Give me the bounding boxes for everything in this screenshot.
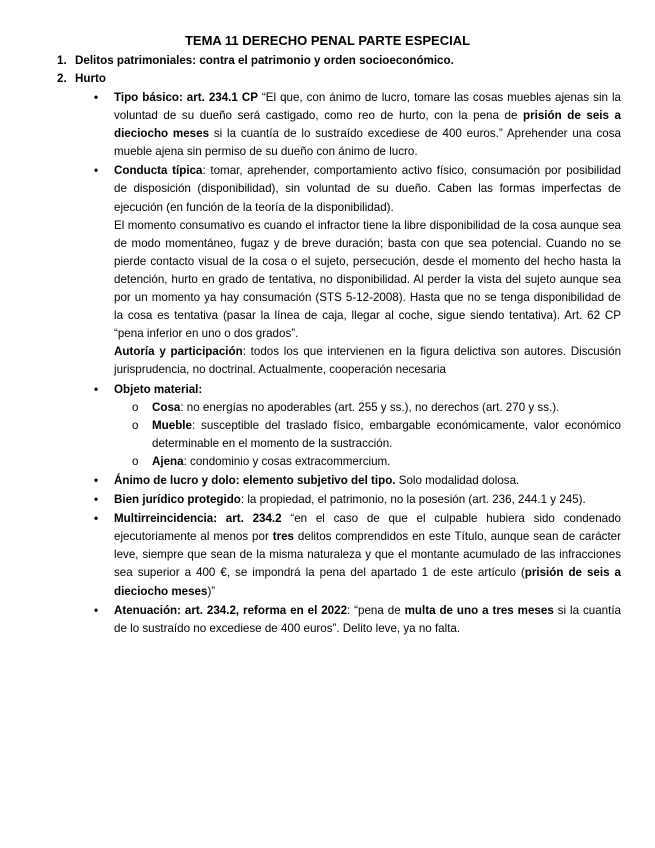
sub-bullet-icon: o — [132, 418, 139, 432]
section-item — [57, 70, 627, 88]
bullet-icon: • — [94, 91, 99, 104]
objeto-sub-list — [128, 399, 621, 471]
bullet-conducta-tipica — [91, 162, 621, 379]
bullet-emphasis: prisión de seis a dieciocho meses — [114, 109, 621, 141]
bullet-lead: Ánimo de lucro y dolo: elemento subjetivo del tipo. — [114, 473, 396, 487]
sub-bullet-icon: o — [132, 400, 139, 414]
bullet-animo-de-lucro — [91, 472, 621, 490]
bullet-multirreincidencia — [91, 510, 621, 600]
section-number: 2. — [57, 72, 67, 86]
sub-item-text: : condominio y cosas extracommercium. — [183, 454, 391, 468]
bullet-text: delitos comprendidos en este Título, aunque sean de carácter leve, siempre que sean de la misma naturaleza y que el montante acumulado de las infracciones sea superior a 400 €, se impondrá la pena del apartado 1 de este artículo ( — [114, 530, 621, 580]
sub-item-lead: Ajena — [152, 454, 184, 468]
sub-bullet-icon: o — [132, 454, 139, 468]
bullet-icon: • — [94, 493, 99, 507]
section-label: Delitos patrimoniales: contra el patrimonio y orden socioeconómico. — [75, 54, 454, 67]
bullet-lead: Multirreincidencia: art. 234.2 — [114, 512, 282, 526]
section-item — [57, 52, 627, 70]
bullet-text: : tomar, aprehender, comportamiento activo físico, consumación por posibilidad de disposición (disponibilidad), sin voluntad de su dueño. Caben las formas imperfectas de ejecución (en función de la teoría de la disponibilidad). — [114, 164, 621, 214]
bullet-objeto-material — [91, 381, 621, 471]
sub-item-text: : no energías no apoderables (art. 255 y ss.), no derechos (art. 270 y ss.). — [180, 400, 560, 414]
bullet-lead: Objeto material: — [114, 382, 203, 396]
bullet-icon: • — [94, 512, 99, 526]
bullet-text: si la cuantía de lo sustraído excediese de 400 euros.” Aprehender una cosa mueble ajena sin permiso de su dueño con ánimo de lucro. — [114, 127, 621, 159]
bullet-text: si la cuantía de lo sustraído no excediese de 400 euros”. Delito leve, ya no falta. — [114, 603, 621, 635]
bullet-emphasis: prisión de seis a dieciocho meses — [114, 566, 621, 598]
bullet-icon: • — [94, 164, 99, 178]
bullet-emphasis: multa de uno a tres meses — [404, 603, 554, 617]
bullet-emphasis: tres — [272, 530, 295, 544]
bullet-text: : “pena de — [347, 603, 405, 617]
bullet-text: )” — [207, 584, 216, 598]
paragraph — [114, 343, 621, 379]
bullet-text: “El que, con ánimo de lucro, tomare las cosas muebles ajenas sin la voluntad de su dueño será castigado, como reo de hurto, con la pena de — [114, 91, 621, 123]
hurto-bullet-list — [91, 89, 621, 638]
bullet-icon: • — [94, 603, 99, 617]
bullet-tipo-basico — [91, 89, 621, 161]
bullet-text: : la propiedad, el patrimonio, no la posesión (art. 236, 244.1 y 245). — [240, 493, 586, 507]
sub-item — [128, 417, 621, 453]
bullet-lead: Autoría y participación — [114, 345, 243, 359]
bullet-lead: Tipo básico: art. 234.1 CP — [114, 91, 258, 104]
bullet-text: “en el caso de que el culpable hubiera sido condenado ejecutoriamente al menos por — [114, 512, 621, 544]
sub-item-lead: Mueble — [152, 418, 192, 432]
section-number: 1. — [57, 54, 67, 67]
bullet-text: Solo modalidad dolosa. — [395, 473, 520, 487]
paragraph: El momento consumativo es cuando el infractor tiene la libre disponibilidad de la cosa aunque sea de modo momentáneo, fugaz y de breve duración; basta con que sea potencial. Cuando no se pierde contacto visual de la cosa o el sujeto, persecución, desde el momento del hecho hasta la detención, hurto en grado de tentativa, no disponibilidad. Al perder la vista del sujeto aunque sea por un momento ya hay consumación (STS 5-12-2008). Hasta que no se tenga disponibilidad de la cosa es tentativa (pasar la línea de caja, llegar al coche, sigue siendo tentativa). Art. 62 CP “pena inferior en uno o dos grados”. — [114, 218, 621, 341]
sub-item — [128, 399, 621, 417]
bullet-bien-juridico — [91, 491, 621, 509]
bullet-atenuacion — [91, 602, 621, 638]
bullet-lead: Bien jurídico protegido — [114, 493, 241, 507]
bullet-lead: Atenuación: art. 234.2, reforma en el 2022 — [114, 603, 348, 617]
bullet-icon: • — [94, 382, 99, 396]
bullet-text: : todos los que intervienen en la figura delictiva son autores. Discusión jurisprudencia, no doctrinal. Actualmente, cooperación necesaria — [114, 345, 622, 377]
paragraph — [114, 162, 621, 216]
bullet-icon: • — [94, 473, 99, 487]
section-list — [57, 52, 627, 88]
section-label: Hurto — [75, 72, 106, 86]
bullet-lead: Conducta típica — [114, 164, 203, 178]
page-title: TEMA 11 DERECHO PENAL PARTE ESPECIAL — [184, 33, 471, 48]
sub-item-lead: Cosa — [152, 400, 181, 414]
sub-item — [128, 453, 621, 471]
sub-item-text: : susceptible del traslado físico, embargable económicamente, valor económico determinable en el momento de la sustracción. — [152, 418, 621, 450]
